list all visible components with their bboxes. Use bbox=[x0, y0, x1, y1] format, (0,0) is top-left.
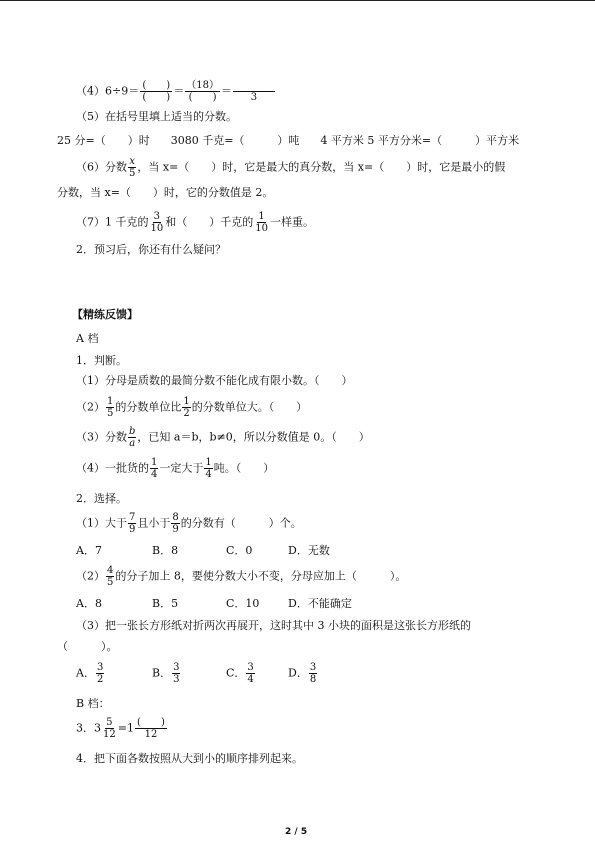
question-5: （5）在括号里填上适当的分数。 bbox=[76, 110, 237, 123]
question-6-cont: 分数，当 x=（ ）时，它的分数值是 2。 bbox=[57, 186, 274, 199]
judge-title: 1．判断。 bbox=[76, 354, 127, 367]
c1-fraction-1: $\frac{7}{9}$ bbox=[129, 512, 136, 535]
choice-2: （2） $\frac{4}{5}$ 的分子加上 8，要使分数大小不变，分母应加上（ ）。 bbox=[76, 565, 407, 588]
choice-3-cont: （ ）。 bbox=[57, 640, 118, 653]
top-rule bbox=[0, 0, 595, 1]
choice-1: （1）大于 $\frac{7}{9}$ 且小于 $\frac{8}{9}$ 的分数有（ ）个。 bbox=[76, 512, 302, 535]
page-number: 2 / 5 bbox=[285, 827, 308, 837]
c2-option-c[interactable]: C．10 bbox=[226, 597, 260, 610]
judge-2: （2） $\frac{1}{5}$ 的分数单位比 $\frac{1}{2}$ 的分数单位大。（ ） bbox=[76, 396, 308, 419]
level-a-label: A 档 bbox=[76, 332, 99, 345]
q7-fraction-2: $\frac{1}{10}$ bbox=[255, 211, 268, 234]
c3-option-c[interactable]: C． $\frac{3}{4}$ bbox=[226, 662, 254, 685]
q7-fraction-1: $\frac{3}{10}$ bbox=[150, 211, 164, 234]
j4-fraction-2: $\frac{1}{4}$ bbox=[205, 457, 212, 480]
c2-option-a[interactable]: A．8 bbox=[76, 597, 102, 610]
level-b-question-4: 4．把下面各数按照从大到小的顺序排列起来。 bbox=[76, 752, 303, 765]
c1-option-d[interactable]: D．无数 bbox=[288, 544, 330, 557]
j4-fraction-1: $\frac{1}{4}$ bbox=[151, 457, 158, 480]
judge-3: （3）分数 $\frac{b}{a}$ ，已知 a＝b，b≠0，所以分数值是 0。（ ） bbox=[76, 426, 370, 449]
c1-option-c[interactable]: C．0 bbox=[226, 544, 253, 557]
j2-fraction-2: $\frac{1}{2}$ bbox=[183, 396, 190, 419]
choice-title: 2．选择。 bbox=[76, 492, 127, 505]
c2-option-b[interactable]: B．5 bbox=[152, 597, 179, 610]
c1-fraction-2: $\frac{8}{9}$ bbox=[172, 512, 179, 535]
c2-option-d[interactable]: D．不能确定 bbox=[288, 597, 352, 610]
judge-1: （1）分母是质数的最简分数不能化成有限小数。（ ） bbox=[76, 374, 353, 387]
c3-option-a[interactable]: A． $\frac{3}{2}$ bbox=[76, 662, 104, 685]
c1-option-b[interactable]: B．8 bbox=[152, 544, 179, 557]
j2-fraction-1: $\frac{1}{5}$ bbox=[107, 396, 114, 419]
q5-part-b: 3080 千克=（ ）吨 bbox=[170, 134, 300, 147]
q5-part-c: 4 平方米 5 平方分米=（ ）平方米 bbox=[320, 134, 520, 147]
question-4: （4）6÷9＝ $\frac{( )}{( )}$ ＝ $\frac{(18)}{( )}$ ＝ 3 bbox=[76, 80, 276, 103]
choice-2-options bbox=[76, 597, 352, 611]
level-b-label: B 档： bbox=[76, 697, 110, 710]
preview-question: 2．预习后，你还有什么疑问？ bbox=[76, 243, 226, 256]
q6-fraction: $\frac{x}{5}$ bbox=[129, 156, 136, 179]
c1-option-a[interactable]: A．7 bbox=[76, 544, 102, 557]
choice-1-options bbox=[76, 544, 330, 558]
q4-fraction-3: 3 bbox=[233, 80, 275, 103]
section-title: 【精练反馈】 bbox=[72, 308, 138, 321]
question-7: （7）1 千克的 $\frac{3}{10}$ 和（ ）千克的 $\frac{1}{10}$ 一样重。 bbox=[76, 211, 314, 234]
c3-option-b[interactable]: B． $\frac{3}{3}$ bbox=[152, 662, 180, 685]
level-b-question-3: 3．3 $\frac{5}{12}$ =1 $\frac{( )}{12}$ bbox=[76, 717, 168, 740]
choice-3: （3）把一张长方形纸对折两次再展开，这时其中 3 小块的面积是这张长方形纸的 bbox=[76, 619, 471, 632]
choice-3-options bbox=[76, 662, 318, 685]
b3-fraction-2: $\frac{( )}{12}$ bbox=[135, 717, 167, 740]
q4-fraction-2: $\frac{(18)}{( )}$ bbox=[186, 80, 219, 103]
question-6: （6）分数 $\frac{x}{5}$ ，当 x=（ ）时，它是最大的真分数，当 x=（ ）时，它是最小的假 bbox=[76, 156, 506, 179]
c3-option-d[interactable]: D． $\frac{3}{8}$ bbox=[288, 662, 317, 685]
j3-fraction: $\frac{b}{a}$ bbox=[129, 426, 136, 449]
question-5-line bbox=[57, 134, 519, 148]
c2-fraction: $\frac{4}{5}$ bbox=[107, 565, 114, 588]
q5-part-a: 25 分=（ ）时 bbox=[57, 134, 150, 147]
q4-fraction-1: $\frac{( )}{( )}$ bbox=[140, 80, 172, 103]
judge-4: （4）一批货的 $\frac{1}{4}$ 一定大于 $\frac{1}{4}$ 吨。（ ） bbox=[76, 457, 275, 480]
b3-fraction-1: $\frac{5}{12}$ bbox=[103, 717, 116, 740]
q4-prefix: （4）6÷9＝ bbox=[76, 84, 140, 98]
